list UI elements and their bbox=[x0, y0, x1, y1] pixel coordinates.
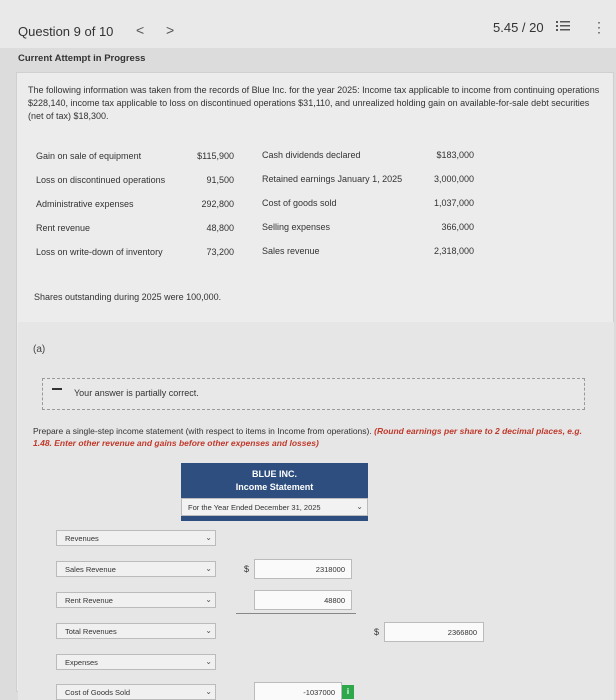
chevron-down-icon: ⌄ bbox=[205, 687, 212, 696]
question-counter: Question 9 of 10 bbox=[18, 24, 114, 39]
previous-question-button[interactable]: < bbox=[136, 22, 145, 38]
data-value: $115,900 bbox=[197, 151, 234, 161]
period-select[interactable] bbox=[181, 498, 368, 516]
total-revenues-input[interactable]: 2366800 bbox=[384, 622, 484, 642]
next-question-button[interactable]: > bbox=[166, 22, 175, 38]
row-label-select[interactable] bbox=[56, 623, 216, 639]
part-a-label: (a) bbox=[33, 344, 46, 355]
data-value: 2,318,000 bbox=[433, 246, 474, 256]
select-value: Cost of Goods Sold bbox=[65, 688, 131, 697]
score-display: 5.45 / 20 bbox=[493, 20, 544, 35]
data-value: 73,200 bbox=[206, 247, 234, 257]
chevron-down-icon: ⌄ bbox=[205, 595, 212, 604]
row-label-select[interactable] bbox=[56, 561, 216, 577]
currency-symbol: $ bbox=[374, 627, 380, 637]
select-value: Expenses bbox=[65, 658, 98, 667]
problem-intro: The following information was taken from the records of Blue Inc. for the year 2025: Income tax applicable to income from continuing operations $228,140, income tax applicable to loss on discontinued operations $31,110, and unrealized holding gain on available-for-sale debt securities (net of tax) $18,300. bbox=[28, 85, 600, 121]
data-value: 1,037,000 bbox=[433, 198, 474, 208]
instructions-rounding-note: (Round earnings per share to 2 decimal places, e.g. 1.48. Enter other revenue and gains before other expenses and losses) bbox=[33, 426, 582, 448]
select-value: Total Revenues bbox=[65, 627, 117, 636]
more-options-icon[interactable]: ⋮ bbox=[592, 19, 606, 35]
partial-correct-icon bbox=[52, 388, 62, 390]
select-value: Sales Revenue bbox=[65, 565, 116, 574]
data-label: Cost of goods sold bbox=[262, 198, 337, 208]
shares-note: Shares outstanding during 2025 were 100,000. bbox=[34, 292, 222, 302]
chevron-down-icon: ⌄ bbox=[205, 657, 212, 666]
feedback-text: Your answer is partially correct. bbox=[74, 388, 199, 398]
data-label: Gain on sale of equipment bbox=[36, 151, 142, 161]
row-label-select[interactable] bbox=[56, 654, 216, 670]
currency-symbol: $ bbox=[244, 564, 250, 574]
data-value: 3,000,000 bbox=[433, 174, 474, 184]
statement-title: Income Statement bbox=[235, 482, 314, 492]
question-list-icon[interactable] bbox=[556, 19, 570, 33]
data-value: 292,800 bbox=[201, 199, 234, 209]
chevron-down-icon: ⌄ bbox=[205, 533, 212, 542]
rent-revenue-input[interactable]: 48800 bbox=[254, 590, 352, 610]
select-value: Revenues bbox=[65, 534, 99, 543]
row-label-select[interactable] bbox=[56, 684, 216, 700]
data-label: Administrative expenses bbox=[36, 199, 134, 209]
chevron-down-icon: ⌄ bbox=[205, 564, 212, 573]
row-label-select[interactable] bbox=[56, 592, 216, 608]
data-value: 91,500 bbox=[206, 175, 234, 185]
row-label-select[interactable] bbox=[56, 530, 216, 546]
chevron-down-icon: ⌄ bbox=[356, 502, 363, 511]
cogs-input[interactable]: -1037000 bbox=[254, 682, 342, 700]
company-name: BLUE INC. bbox=[252, 469, 297, 479]
data-label: Cash dividends declared bbox=[262, 150, 361, 160]
data-value: $183,000 bbox=[436, 150, 474, 160]
data-value: 48,800 bbox=[206, 223, 234, 233]
data-label: Loss on write-down of inventory bbox=[36, 247, 163, 257]
period-select-value: For the Year Ended December 31, 2025 bbox=[188, 503, 321, 512]
data-label: Loss on discontinued operations bbox=[36, 175, 166, 185]
data-label: Selling expenses bbox=[262, 222, 331, 232]
info-icon[interactable]: i bbox=[342, 685, 354, 699]
data-value: 366,000 bbox=[441, 222, 474, 232]
sales-revenue-input[interactable]: 2318000 bbox=[254, 559, 352, 579]
data-label: Retained earnings January 1, 2025 bbox=[262, 174, 403, 184]
data-label: Rent revenue bbox=[36, 223, 91, 233]
data-label: Sales revenue bbox=[262, 246, 320, 256]
chevron-down-icon: ⌄ bbox=[205, 626, 212, 635]
instructions bbox=[33, 425, 593, 449]
select-value: Rent Revenue bbox=[65, 596, 113, 605]
instructions-main: Prepare a single-step income statement (with respect to items in Income from operations). bbox=[33, 426, 372, 436]
attempt-status: Current Attempt in Progress bbox=[18, 53, 146, 64]
subtotal-rule bbox=[236, 613, 356, 614]
